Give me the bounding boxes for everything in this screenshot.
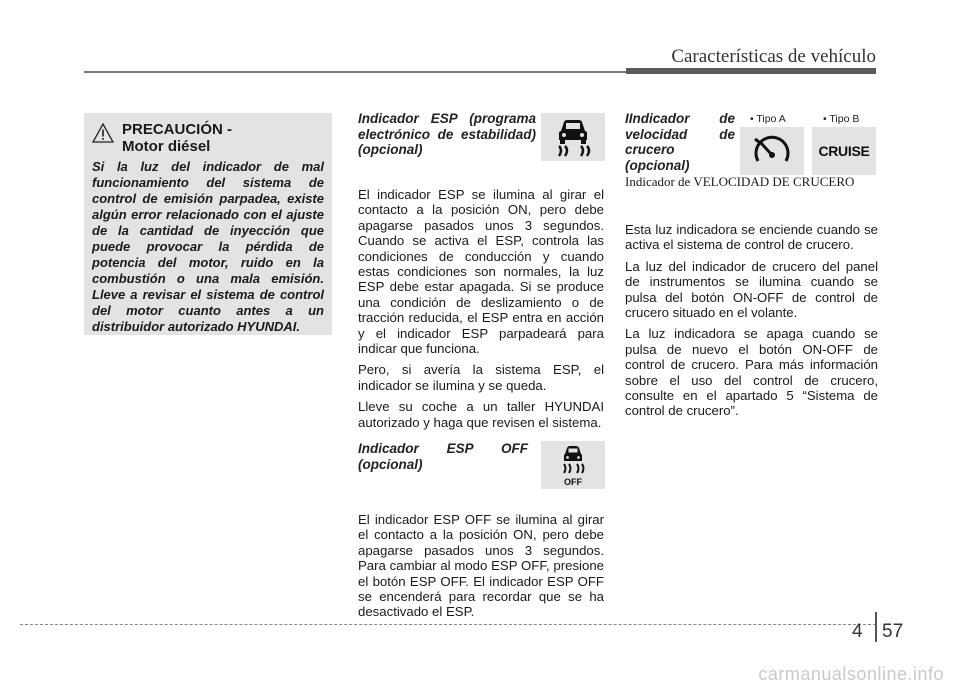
- esp-off-icon-text: OFF: [564, 477, 582, 487]
- cruise-paragraph-1: Esta luz indicadora se enciende cuando se activa el sistema de control de crucero.: [625, 222, 878, 253]
- chapter-number: 4: [852, 621, 863, 642]
- header-rule-accent: [626, 68, 876, 74]
- cruise-paragraph-3: La luz indicadora se apaga cuando se pulsa de nuevo el botón ON-OFF de control de crucero. Para más información sobre el uso del control de crucero, consulte en el apartado 5 “Sistema de control de crucero”.: [625, 326, 878, 419]
- cruise-type-a-icon-box: [740, 127, 804, 175]
- footer-rule: [20, 624, 876, 625]
- cruise-text-icon: CRUISE: [818, 143, 870, 159]
- cruise-speedometer-icon: [749, 131, 795, 171]
- esp-paragraph-1: El indicador ESP se ilumina al girar el contacto a la posición ON, pero debe apagarse pasados unos 3 segundos. Cuando se activa el ESP, controla las condiciones de conducción y cuando estas condiciones son normales, la luz ESP debe estar apagada. Si se produce una condición de deslizamiento o de tracción reducida, el ESP entra en acción y el indicador ESP parpadeará para indicar que funciona.: [358, 187, 604, 357]
- footer-divider: [875, 612, 877, 642]
- cruise-title: IIndicador de velocidad de crucero (opcional): [625, 111, 735, 173]
- esp-off-title: Indicador ESP OFF (opcional): [358, 441, 528, 472]
- esp-body: [358, 187, 604, 436]
- esp-off-icon: [551, 443, 595, 487]
- esp-icon-box: [541, 113, 605, 161]
- esp-paragraph-3: Lleve su coche a un taller HYUNDAI autorizado y haga que revisen el sistema.: [358, 399, 604, 430]
- cruise-title-block: [625, 111, 735, 173]
- cruise-paragraph-2: La luz del indicador de crucero del panel de instrumentos se ilumina cuando se pulsa del botón ON-OFF de control de crucero situado en el volante.: [625, 258, 878, 321]
- warning-triangle-icon: [92, 123, 114, 143]
- caution-header: [92, 121, 324, 155]
- page-header-title: Características de vehículo: [671, 46, 876, 67]
- watermark: carmanualsonline.info: [758, 664, 944, 684]
- esp-off-body: [358, 512, 604, 626]
- type-b-label: • Tipo B: [823, 113, 860, 125]
- cruise-body: [625, 222, 878, 425]
- esp-off-title-block: [358, 441, 528, 472]
- esp-skid-car-icon: [551, 116, 595, 158]
- caution-title: PRECAUCIÓN -: [122, 121, 233, 138]
- type-a-label: • Tipo A: [750, 113, 786, 125]
- page-number: 57: [882, 621, 904, 642]
- esp-paragraph-2: Pero, si avería la sistema ESP, el indicador se ilumina y se queda.: [358, 362, 604, 393]
- cruise-note: Indicador de VELOCIDAD DE CRUCERO: [625, 174, 855, 189]
- esp-off-icon-box: [541, 441, 605, 489]
- esp-title-block: [358, 111, 536, 158]
- caution-box: [84, 113, 332, 335]
- caution-subtitle: Motor diésel: [122, 138, 211, 155]
- caution-text: Si la luz del indicador de mal funcionamiento del sistema de control de emisión parpadea, existe algún error relacionado con el ajuste de la cantidad de inyección que puede provocar la pérdida de potencia del motor, ruido en la combustión o una mala emisión. Lleve a revisar el sistema de control del motor cuanto antes a un distribuidor autorizado HYUNDAI.: [92, 159, 324, 334]
- cruise-type-b-icon-box: [812, 127, 876, 175]
- esp-title: Indicador ESP (programa electrónico de estabilidad) (opcional): [358, 111, 536, 157]
- esp-off-paragraph: El indicador ESP OFF se ilumina al girar el contacto a la posición ON, pero debe apagarse pasados unos 3 segundos. Para cambiar al modo ESP OFF, presione el botón ESP OFF. El indicador ESP OFF se encenderá para recordar que se ha desactivado el ESP.: [358, 512, 604, 620]
